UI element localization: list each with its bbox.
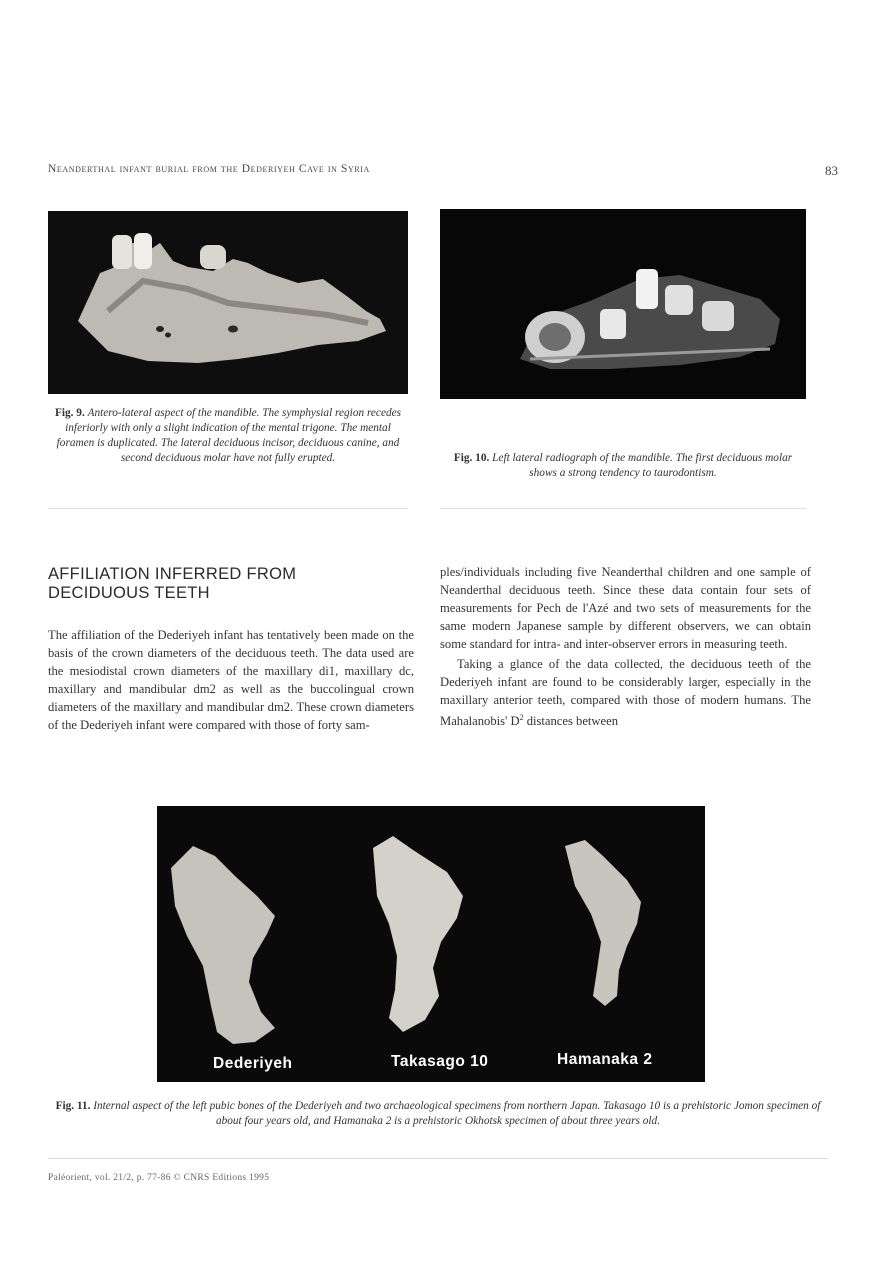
- fig11-caption: [48, 1099, 828, 1129]
- fig10-caption-text: Left lateral radiograph of the mandible. The first deciduous molar shows a strong tendency to taurodontism.: [492, 452, 793, 479]
- fig10-rule: [440, 508, 806, 509]
- fig11-label-hamanaka: Hamanaka 2: [557, 1051, 653, 1068]
- running-head: [48, 163, 838, 178]
- running-head-title: Neanderthal infant burial from the Dederiyeh Cave in Syria: [48, 163, 370, 175]
- footer-rule: [48, 1158, 828, 1159]
- footer-citation: Paléorient, vol. 21/2, p. 77-86 © CNRS Editions 1995: [48, 1173, 270, 1183]
- paragraph-right-2: [440, 655, 811, 730]
- superscript-2: 2: [519, 713, 524, 722]
- fig10-radiograph-photo: [440, 209, 806, 399]
- fig11-label-dederiyeh: Dederiyeh: [213, 1055, 293, 1072]
- paragraph-left-1: The affiliation of the Dederiyeh infant has tentatively been made on the basis of the crown diameters of the deciduous teeth. The data used are the mesiodistal crown diameters of the maxillary di1, maxillary dc, maxillary and mandibular dm2 as well as the buccolingual crown diameters of the maxillary and mandibular dm2. These crown diameters of the Dederiyeh infant were compared with those of forty sam-: [48, 628, 414, 732]
- fig9-mandible-photo: [48, 211, 408, 394]
- fig11-pubic-bones-photo: [157, 806, 705, 1082]
- section-heading: [48, 565, 408, 603]
- page-number: 83: [825, 163, 838, 178]
- section-heading-line2: DECIDUOUS TEETH: [48, 584, 210, 602]
- fig9-rule: [48, 508, 408, 509]
- fig11-caption-text: Internal aspect of the left pubic bones of the Dederiyeh and two archaeological specimens from northern Japan. Takasago 10 is a prehistoric Jomon specimen of about four years old, and Hamanaka 2 is a prehistoric Okhotsk specimen of about three years old.: [93, 1100, 821, 1127]
- fig9-label: Fig. 9.: [54, 407, 85, 419]
- body-column-left: [48, 626, 414, 734]
- fig11-label: Fig. 11.: [55, 1100, 91, 1112]
- fig10-label: Fig. 10.: [453, 452, 490, 464]
- paragraph-right-2-text: Taking a glance of the data collected, the deciduous teeth of the Dederiyeh infant are found to be considerably larger, especially in the maxillary anterior teeth, compared with those of modern humans. The Mahalanobis' D: [440, 657, 811, 729]
- paragraph-right-2-end: distances between: [523, 714, 618, 729]
- body-column-right: [440, 563, 811, 730]
- fig9-caption-text: Antero-lateral aspect of the mandible. The symphysial region recedes inferiorly with only a slight indication of the mental trigone. The mental foramen is duplicated. The lateral deciduous incisor, deciduous canine, and second deciduous molar have not fully erupted.: [56, 407, 402, 464]
- fig11-label-takasago: Takasago 10: [391, 1053, 489, 1070]
- paragraph-right-1: ples/individuals including five Neanderthal children and one sample of Neanderthal deciduous teeth. Since these data contain four sets of measurements for Pech de l'Azé and two sets of measurements for the same modern Japanese sample by different observers, we can obtain some standard for intra- and inter-observer errors in measuring teeth.: [440, 565, 811, 651]
- fig10-caption: [440, 451, 806, 481]
- section-heading-line1: AFFILIATION INFERRED FROM: [48, 565, 297, 583]
- fig9-caption: [48, 406, 408, 466]
